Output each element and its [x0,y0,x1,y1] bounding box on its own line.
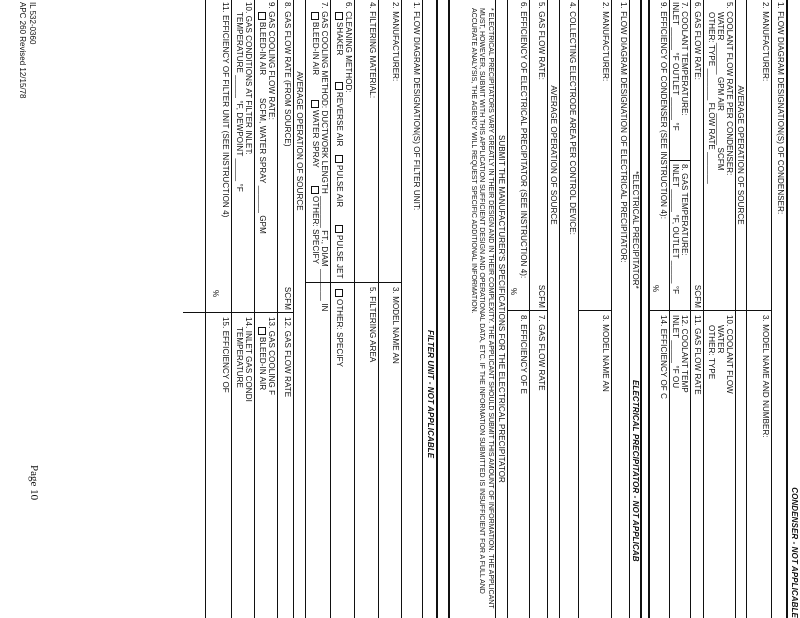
rule [436,0,438,618]
esp-q5: 5. GAS FLOW RATE: [537,2,546,81]
q10-label: 10. COOLANT FLOW [725,315,734,394]
rule [611,0,612,618]
esp-q6: 6. EFFICIENCY OF ELECTRICAL PRECIPITATOR (SEE INSTRUCTION 4): [519,2,528,279]
filter-q5: 5. FILTERING AREA [368,287,377,363]
rule [448,0,450,618]
q14-label: 14. EFFICIENCY OF C [659,315,668,399]
q9-unit: % [651,285,660,293]
q9-bleed-checkbox[interactable] [258,12,266,20]
avg-op-heading: AVERAGE OPERATION OF SOURCE [736,85,745,225]
other-checkbox[interactable] [311,186,319,194]
q13-bleed-label: BLEED-IN AIR [258,337,267,391]
q9-water-spray: SCFM, WATER SPRAY ______ GPM [258,98,267,234]
esp-heading: *ELECTRICAL PRECIPITATOR* [631,171,640,289]
rule [254,0,255,618]
rule [670,160,690,161]
rule [648,0,650,618]
filter-q7: 7. GAS COOLING METHOD: DUCTWORK LENGTH _______ FT., DIAM _______ IN [320,2,329,312]
filter-q10-line2: TEMPERATURE _____ °F, DEWPOINT _____ °F [235,12,244,192]
bleed-in-air-label: BLEED-IN AIR [311,22,320,76]
q6-label: 6. GAS FLOW RATE: [693,2,702,81]
q9-bleed-label: BLEED-IN AIR [258,22,267,76]
q5-label: 5. COOLANT FLOW RATE PER CONDENSER: [725,2,734,176]
rule [640,0,642,618]
rule [529,0,530,618]
shaker-label: SHAKER [335,22,344,56]
esp-q4: 4. COLLECTING ELECTRODE AREA PER CONTROL DEVICE: [568,2,577,236]
rule [629,0,630,618]
esp-submit: SUBMIT THE MANUFACTURER'S SPECIFICATIONS FOR THE ELECTRICAL PRECIPITATOR [497,135,506,483]
rule [771,0,772,618]
esp-note: * ELECTRICAL PRECIPITATORS VARY GREATLY IN THEIR DESIGN AND IN THEIR COMPLEXITY. THE APPLICANT SHOULD SUBMIT THIS AMOUNT OF INFORMATION. THE APPLICANT MUST, HOWEVER, SUBMIT WITH THIS APPLICATION SUFFICIENT DESIGN AND OPERATIONAL DATA, ETC. IF THE INFORMATION SUBMITTED IS INSUFFICIENT FOR A FULL AND ACCURATE ANALYSIS, THE AGENCY WILL REQUEST SPECIFIC ADDITIONAL INFORMATION. [470,8,494,609]
rule [507,0,508,618]
filter-q11-unit: % [211,290,220,298]
q7-value: INLET _____ °F OUTLET _____ °F [671,2,680,131]
rule [277,0,278,618]
filter-q8-unit: SCFM [283,286,292,310]
pulse-jet-checkbox[interactable] [335,225,343,233]
rule [401,0,402,618]
q5-water-line: WATER _______ GPM AIR _______ SCFM [716,12,725,171]
rule [508,310,548,311]
pulse-air-checkbox[interactable] [335,155,343,163]
pulse-air-label: PULSE AIR [335,165,344,208]
q3-label: 3. MODEL NAME AND NUMBER: [761,315,770,438]
form-number: IL 532-0360 [28,2,37,45]
filter-q13: 13. GAS COOLING F [267,317,276,396]
q12-label: 12. COOLANT TEMP [680,315,689,393]
filter-q15: 15. EFFICIENCY OF [221,317,230,393]
filter-q3: 3. MODEL NAME AN [391,287,400,364]
esp-q2: 2. MANUFACTURER: [601,2,610,82]
reverse-air-label: REVERSE AIR [335,92,344,147]
rule [422,0,423,618]
water-spray-label: WATER SPRAY [311,110,320,168]
esp-q3: 3. MODEL NAME AN [601,315,610,392]
filter-q10: 10. GAS CONDITIONS AT FILTER INLET: [244,2,253,155]
esp-q6-unit: % [509,288,518,296]
condenser-heading: CONDENSER - NOT APPLICABLE [790,487,799,618]
rule [649,310,747,311]
q10-other-line: OTHER: TYPE [707,325,716,380]
water-spray-checkbox[interactable] [311,100,319,108]
rule [330,0,331,618]
filter-q9: 9. GAS COOLING FLOW RATE: [267,2,276,120]
rule [578,0,579,618]
reverse-air-checkbox[interactable] [335,82,343,90]
filter-avg-op: AVERAGE OPERATION OF SOURCE [295,71,304,211]
q5-other-line: OTHER: TYPE _______ FLOW RATE _______ [707,12,716,184]
q1-label: 1. FLOW DIAGRAM DESIGNATION(S) OF CONDENSER: [776,2,785,215]
filter-q8: 8. GAS FLOW RATE (FROM SOURCE) [283,2,292,147]
other-specify-label: OTHER: SPECIFY [335,299,344,368]
filter-q1: 1. FLOW DIAGRAM DESIGNATION(S) OF FILTER UNIT: [412,2,421,211]
q13-bleed-checkbox[interactable] [258,327,266,335]
q8-value: INLET _____ °F, OUTLET _____ °F [671,164,680,295]
filter-q14: 14. INLET GAS CONDI [244,317,253,402]
q6-unit: SCFM [693,284,702,308]
filter-q12: 12. GAS FLOW RATE [283,317,292,398]
rule [579,310,611,311]
esp-q1: 1. FLOW DIAGRAM DESIGNATION OF ELECTRICAL PRECIPITATOR: [619,2,628,263]
rule [205,0,206,618]
rule [735,0,736,618]
filter-q6: 6. CLEANING METHOD: [344,2,353,93]
pulse-jet-label: PULSE JET [335,235,344,279]
rule [231,0,232,618]
filter-q2: 2. MANUFACTURER: [391,2,400,82]
rule [746,0,747,618]
form-revision: APC 260 Revised 12/15/78 [18,2,27,99]
q2-label: 2. MANUFACTURER: [761,2,770,82]
esp-q5-unit: SCFM [537,284,546,308]
q7-label: 7. COOLANT TEMPERATURE: [680,2,689,116]
rule [559,0,560,618]
rule [547,0,548,618]
rule [495,0,496,618]
filter-q4: 4. FILTERING MATERIAL: [368,2,377,99]
esp-avg-op: AVERAGE OPERATION OF SOURCE [549,85,558,225]
rule [786,0,788,618]
q10-water-line: WATER [716,325,725,354]
rule [305,0,306,618]
rule [747,310,771,311]
filter-q14-line2: TEMPERATURE [235,327,244,388]
esp-heading-right: ELECTRICAL PRECIPITATOR - NOT APPLICAB [631,380,640,562]
rule [354,0,355,618]
rule [703,0,704,618]
esp-q8: 8. EFFICIENCY OF E [519,315,528,394]
filter-q11: 11. EFFICIENCY OF FILTER UNIT (SEE INSTRUCTION 4) [221,2,230,218]
rule [378,0,379,618]
shaker-checkbox[interactable] [335,12,343,20]
rule [293,0,294,618]
q12-value: INLET _____ °F OU [671,315,680,389]
page-number: Page 10 [28,465,40,501]
q8-label: 8. GAS TEMPERATURE: [680,164,689,256]
bleed-in-air-checkbox[interactable] [311,12,319,20]
rule [690,0,691,618]
q11-label: 11. GAS FLOW RATE [693,315,702,395]
q9-label: 9. EFFICIENCY OF CONDENSER (SEE INSTRUCTION 4): [659,2,668,220]
filter-heading: FILTER UNIT - NOT APPLICABLE [426,330,435,459]
other-label: OTHER: SPECIFY [311,196,320,265]
other-specify-checkbox[interactable] [335,289,343,297]
esp-q7: 7. GAS FLOW RATE [537,315,546,391]
rule [669,0,670,618]
